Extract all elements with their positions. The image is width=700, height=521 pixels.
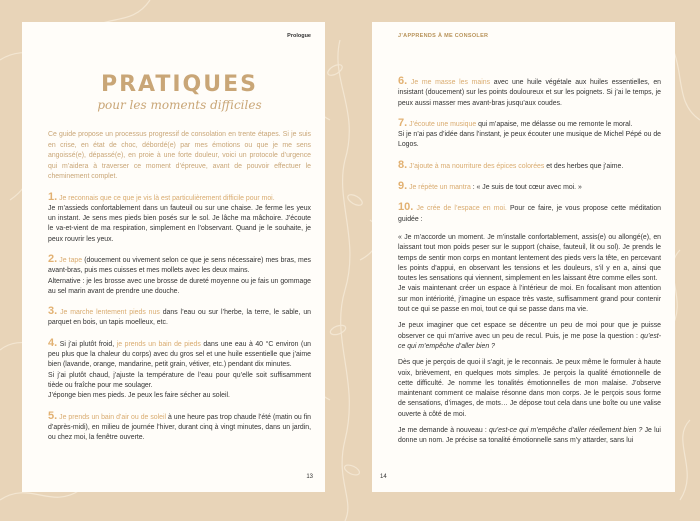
intro-paragraph: Ce guide propose un processus progressif de consolation en trente étapes. Si je suis en crise, en état de choc, débordé(e) par mes émotions ou que je me sens angoissé(e), dépassé(e), en proie à une forte douleur, voici un protocole d’urgence qui m’aidera à traverser ce moment d’épreuve, avant de pouvoir effectuer le cheminement complet. [48, 131, 311, 180]
running-header-left: Prologue [287, 33, 311, 39]
item-number: 10. [398, 201, 414, 214]
practice-item-2 [48, 254, 311, 297]
right-page-body [398, 76, 661, 447]
item-lead: J’écoute une musique [409, 120, 477, 128]
meditation-question: qu’est-ce qui m’empêche d’aller réellement bien ? [488, 427, 643, 435]
item-text: dans une eau à 40 °C environ (un peu plus que la chaleur du corps) avec du gros sel et une huile essentielle que j’aime bien (lavande, orange, mandarine, petit grain, vétiver, etc.) pendant dix minutes. [48, 340, 311, 369]
item-text: avec une huile végétale aux huiles essentielles, en insistant (doucement) sur les points douloureux et sur les poignets. Si j’ai le temps, je peux aussi masser mes avant-bras jusqu’aux coudes. [398, 79, 661, 107]
item-text: dans l’eau ou sur l’herbe, la terre, le sable, un parquet en bois, un tapis moelleux, etc. [48, 309, 311, 327]
item-text: : « Je suis de tout cœur avec moi. » [470, 184, 582, 192]
item-text: Je m’assieds confortablement dans un fauteuil ou sur une chaise. Je ferme les yeux un instant. Je sens mes pieds bien posés sur le sol. Je lâche ma mâchoire. J’écoute le va-et-vient de ma respiration, simplement en l’observant. Quand je le souhaite, je peux rouvrir les yeux. [48, 204, 311, 243]
page-number: 14 [380, 474, 387, 480]
item-lead: Je crée de l’espace en moi. [416, 205, 507, 213]
item-lead: je prends un bain de pieds [116, 340, 201, 348]
item-lead: Je me masse les mains [410, 79, 491, 86]
item-number: 2. [48, 252, 58, 265]
page-number: 13 [306, 474, 313, 480]
item-text: (doucement ou vivement selon ce que je sens nécessaire) mes bras, mes avant-bras, puis mes cuisses et mes mollets avec les deux mains. [48, 256, 311, 275]
item-text: à une heure pas trop chaude l’été (matin ou fin d’après-midi), en milieu de journée l’hiver, durant cinq à vingt minutes, dans un jardin, ou chez moi, la fenêtre ouverte. [48, 413, 311, 442]
practice-item-6 [398, 76, 661, 109]
item-lead: Je marche lentement pieds nus [60, 309, 160, 317]
item-text: Pour ce faire, je vous propose cette méditation guidée : [398, 205, 661, 223]
item-text: Alternative : je les brosse avec une brosse de dureté moyenne ou je fais un gommage au sel marin avant de prendre une douche. [48, 277, 311, 295]
practice-item-4 [48, 338, 311, 402]
item-lead: Je tape [59, 256, 83, 264]
guided-meditation [398, 233, 661, 447]
running-header-right: J’APPRENDS À ME CONSOLER [398, 33, 489, 39]
item-number: 6. [398, 75, 408, 87]
page-subtitle: pour les moments difficiles [97, 98, 262, 112]
item-text: et des herbes que j’aime. [544, 162, 624, 170]
item-lead: Je prends un bain d’air ou de soleil [59, 413, 167, 421]
item-lead: Je reconnais que ce que je vis là est particulièrement difficile pour moi. [59, 194, 275, 202]
item-number: 3. [48, 305, 58, 318]
item-text: qui m’apaise, me délasse ou me remonte le moral. [476, 120, 633, 128]
practice-item-8 [398, 160, 661, 172]
practice-item-5 [48, 411, 311, 444]
item-number: 8. [398, 158, 408, 171]
left-page [22, 22, 325, 492]
meditation-text: Je lui donne un nom. Je précise sa tonalité émotionnelle sans m’y attarder, sans lui [398, 427, 661, 445]
meditation-text: Je me demande à nouveau : [398, 427, 487, 435]
item-number: 5. [48, 409, 58, 422]
item-text: J’éponge bien mes pieds. Je peux les faire sécher au soleil. [48, 392, 230, 400]
item-pre: Si j’ai plutôt froid, [59, 340, 117, 348]
meditation-paragraph: « Je m’accorde un moment. Je m’installe confortablement, assis(e) ou allongé(e), en laissant tout mon poids peser sur le support (chaise, fauteuil, lit ou sol). Je prends le temps de sentir mon corps en montant lentement des pieds vers la tête, en percevant les points d’appui, en observant les tensions et les douleurs, s’il y en a, ainsi que toutes les sensations qui viennent, simplement en les laissant être comme elles sont. [398, 233, 661, 283]
right-page [372, 22, 675, 492]
page-title: PRATIQUES [100, 72, 258, 97]
item-number: 9. [398, 180, 408, 193]
item-text: Si j’ai plutôt chaud, j’ajuste la température de l’eau pour qu’elle soit suffisamment tiède ou fraîche pour me soulager. [48, 371, 311, 389]
item-number: 1. [48, 190, 58, 203]
item-text: Si je n’ai pas d’idée dans l’instant, je peux écouter une musique de Michel Pépé ou de Logos. [398, 131, 661, 149]
meditation-paragraph: Dès que je perçois de quoi il s’agit, je le reconnais. Je peux même le formuler à haute voix, brièvement, en quelques mots simples. Je perçois la qualité émotionnelle de cette difficulté. Je nomme les tonalités émotionnelles de mon malaise. J’observe maintenant comment ce malaise résonne dans mon corps. Je le perçois sous forme de sensations, d’images, de mots… Je dépose tout cela dans une boîte ou une valise ouverte à côté de moi. [398, 359, 661, 418]
item-lead: Je répète un mantra [409, 184, 471, 192]
practice-item-3 [48, 306, 311, 329]
meditation-paragraph: Je vais maintenant créer un espace à l’intérieur de moi. En focalisant mon attention sur mon intériorité, j’imagine un espace très vaste, suffisamment grand pour contenir tout ce qui se passe en moi, tout ce qui se passe dans ma vie. [398, 285, 661, 314]
practice-item-9 [398, 181, 661, 193]
item-lead: J’ajoute à ma nourriture des épices colorées [409, 162, 545, 170]
practice-item-10 [398, 202, 661, 225]
practice-item-7 [398, 118, 661, 151]
item-number: 4. [48, 336, 58, 349]
meditation-text: Je peux imaginer que cet espace se décentre un peu de moi pour que je puisse observer ce qui m’arrive avec un peu de recul. Puis, je me pose la question : [398, 322, 661, 340]
meditation-question: qu’est-ce qui m’empêche d’aller bien ? [398, 332, 661, 350]
practice-item-1 [48, 192, 311, 245]
item-number: 7. [398, 116, 408, 129]
